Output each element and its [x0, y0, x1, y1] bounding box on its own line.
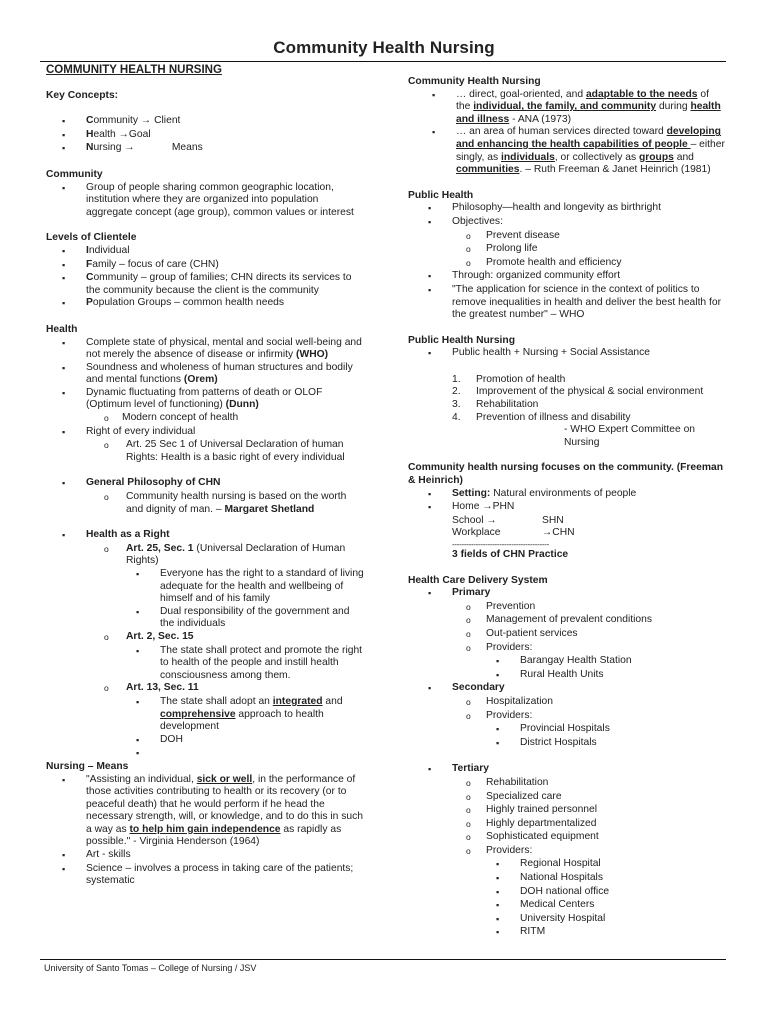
item-text: Out-patient services	[486, 627, 578, 639]
item-text: ommunity → Client	[93, 115, 181, 127]
left-column	[46, 64, 364, 888]
list-item	[46, 259, 364, 273]
sub-list-item	[408, 257, 726, 271]
citation: (Orem)	[183, 374, 218, 386]
bullet-icon	[62, 477, 86, 491]
item-text: Soundness and wholeness of human structures and bodily and mental functions	[86, 361, 353, 386]
list-item	[408, 488, 726, 502]
number-label: 4.	[452, 411, 461, 423]
item-text: Provincial Hospitals	[520, 723, 610, 735]
list-item	[46, 245, 364, 259]
main-heading: COMMUNITY HEALTH NURSING	[46, 64, 222, 76]
sub-sub-list-item	[408, 926, 726, 940]
list-item	[408, 216, 726, 230]
numbered-item	[408, 412, 726, 425]
bullet-icon	[428, 682, 452, 696]
sub-list-item	[408, 614, 726, 628]
item-text: Medical Centers	[520, 899, 595, 911]
numbered-item	[408, 386, 726, 399]
initial-letter: C	[86, 272, 94, 284]
bullet-icon	[62, 142, 86, 156]
bullet-icon	[136, 734, 160, 748]
item-text: Providers:	[486, 641, 533, 653]
item-text: Rehabilitation	[476, 399, 539, 411]
item-text: Natural environments of people	[490, 487, 637, 499]
article-label: Art. 2, Sec. 15	[126, 630, 194, 642]
list-item	[46, 115, 364, 129]
sub-sub-list-item	[408, 886, 726, 900]
list-item	[46, 426, 364, 440]
item-text: Prolong life	[486, 243, 538, 255]
emphasis: comprehensive	[160, 708, 236, 720]
number-label: 1.	[452, 373, 461, 385]
item-text: ndividual	[88, 244, 130, 256]
bullet-icon	[136, 606, 160, 620]
sub-sub-list-item	[46, 645, 364, 683]
item-text: Highly departmentalized	[486, 817, 597, 829]
initial-letter: H	[86, 128, 94, 140]
sub-list-item	[408, 777, 726, 791]
page-footer: University of Santo Tomas – College of Nursing / JSV	[44, 963, 257, 973]
circle-bullet-icon	[104, 439, 126, 453]
sub-list-item	[46, 631, 364, 645]
sub-list-item	[408, 601, 726, 615]
item-text: . – Ruth Freeman & Janet Heinrich (1981)	[519, 164, 711, 176]
list-item	[46, 362, 364, 387]
bullet-icon	[62, 774, 86, 788]
circle-bullet-icon	[104, 631, 126, 645]
item-text: Dynamic fluctuating from patterns of death or OLOF (Optimum level of functioning)	[86, 386, 323, 411]
bullet-icon	[428, 763, 452, 777]
dashed-divider: -----------------------------------------	[452, 540, 549, 549]
bullet-icon	[432, 126, 456, 140]
list-item	[408, 126, 726, 176]
sub-sub-list-item	[408, 655, 726, 669]
item-text: Dual responsibility of the government and the individuals	[160, 605, 350, 630]
bullet-icon	[428, 284, 452, 298]
bullet-icon	[62, 863, 86, 877]
health-heading: Health	[46, 323, 78, 335]
emphasis: individuals	[501, 151, 555, 163]
list-item	[46, 337, 364, 362]
item-text: DOH national office	[520, 885, 610, 897]
bullet-icon	[496, 872, 520, 886]
sub-list-item	[408, 818, 726, 832]
hcds-heading: Health Care Delivery System	[408, 574, 548, 586]
item-text: Complete state of physical, mental and social well-being and not merely the absence of disease or infirmity	[86, 336, 362, 361]
sub-sub-list-item	[408, 872, 726, 886]
item-text: →CHN	[542, 527, 575, 539]
key-concepts-list	[46, 115, 364, 156]
bullet-icon	[62, 297, 86, 311]
circle-bullet-icon	[466, 601, 486, 615]
sub-list-item	[408, 710, 726, 724]
list-item	[46, 297, 364, 311]
circle-bullet-icon	[104, 682, 126, 696]
sub-list-item	[408, 230, 726, 244]
item-text: Workplace	[452, 527, 501, 539]
list-item	[46, 477, 364, 491]
item-text: amily – focus of care (CHN)	[92, 258, 219, 270]
emphasis: communities	[456, 164, 520, 176]
bullet-icon	[496, 858, 520, 872]
clientele-heading: Levels of Clientele	[46, 232, 137, 244]
initial-letter: P	[86, 297, 93, 309]
sub-sub-list-item	[408, 723, 726, 737]
circle-bullet-icon	[466, 257, 486, 271]
bullet-icon	[432, 89, 456, 103]
sub-sub-list-item	[46, 747, 364, 761]
sub-list-item	[408, 243, 726, 257]
list-item	[408, 347, 726, 361]
item-text: Specialized care	[486, 790, 562, 802]
article-label: Art. 13, Sec. 11	[126, 682, 199, 694]
bullet-icon	[136, 696, 160, 710]
item-text: Prevention	[486, 600, 536, 612]
health-right-heading: Health as a Right	[86, 529, 170, 541]
citation: (Dunn)	[225, 399, 259, 411]
emphasis: groups	[638, 151, 674, 163]
bullet-icon	[428, 587, 452, 601]
bullet-icon	[62, 129, 86, 143]
item-text: of the	[456, 88, 709, 113]
bullet-icon	[496, 723, 520, 737]
item-text: Providers:	[486, 709, 533, 721]
item-text: Prevent disease	[486, 229, 560, 241]
bullet-icon	[62, 529, 86, 543]
sub-sub-list-item	[408, 899, 726, 913]
bullet-icon	[136, 645, 160, 659]
circle-bullet-icon	[466, 230, 486, 244]
list-item	[408, 89, 726, 127]
item-text: SHN	[542, 514, 564, 526]
list-item	[46, 387, 364, 412]
number-label: 2.	[452, 386, 461, 398]
item-text: Science – involves a process in taking care of the patients; systematic	[86, 862, 354, 887]
item-text: ommunity – group of families; CHN directs its services to the community because the client is the community	[86, 272, 352, 296]
bullet-icon	[62, 426, 86, 440]
bullet-icon	[496, 737, 520, 751]
item-text: Improvement of the physical & social environment	[476, 386, 704, 398]
bullet-icon	[428, 488, 452, 502]
item-text: – either singly, as	[456, 138, 725, 163]
bullet-icon	[496, 913, 520, 927]
list-item	[408, 284, 726, 322]
item-text: Barangay Health Station	[520, 655, 632, 667]
circle-bullet-icon	[104, 543, 126, 557]
circle-bullet-icon	[104, 412, 122, 426]
initial-letter: F	[86, 258, 93, 270]
footer-divider	[40, 959, 726, 960]
circle-bullet-icon	[466, 804, 486, 818]
sub-sub-list-item	[408, 669, 726, 683]
item-text: Art - skills	[86, 849, 131, 861]
circle-bullet-icon	[466, 243, 486, 257]
initial-letter: C	[86, 115, 94, 127]
bullet-icon	[428, 202, 452, 216]
bullet-icon	[62, 245, 86, 259]
item-text: "The application for science in the context of politics to remove inequalities in health and deliver the best health for the greatest number" – WHO	[452, 283, 722, 321]
initial-letter: I	[86, 244, 89, 256]
emphasis: health and illness	[456, 101, 721, 125]
item-text: and	[322, 695, 343, 707]
item-text: Promote health and efficiency	[486, 256, 622, 268]
list-item	[46, 142, 364, 156]
circle-bullet-icon	[466, 710, 486, 724]
settings-row	[452, 527, 726, 540]
bullet-icon	[62, 259, 86, 273]
title-divider	[40, 61, 726, 62]
initial-letter: N	[86, 142, 94, 154]
circle-bullet-icon	[466, 614, 486, 628]
item-text: District Hospitals	[520, 736, 597, 748]
sub-list-item	[408, 642, 726, 656]
focus-heading: Community health nursing focuses on the community. (Freeman & Heinrich)	[408, 462, 724, 487]
circle-bullet-icon	[466, 777, 486, 791]
bullet-icon	[428, 216, 452, 230]
sub-list-item	[408, 791, 726, 805]
item-text: Hospitalization	[486, 695, 553, 707]
bullet-icon	[428, 347, 452, 361]
sub-sub-list-item	[46, 568, 364, 606]
item-text: as rapidly as possible." - Virginia Henderson (1964)	[86, 823, 342, 848]
bullet-icon	[62, 849, 86, 863]
right-column	[408, 76, 726, 940]
item-text: RITM	[520, 926, 546, 938]
item-text: , or collectively as	[554, 151, 639, 163]
item-text: … an area of human services directed toward	[456, 126, 667, 138]
item-text: Management of prevalent conditions	[486, 614, 652, 626]
item-text: "Assisting an individual,	[86, 773, 197, 785]
circle-bullet-icon	[104, 491, 126, 505]
sub-sub-list-item	[46, 606, 364, 631]
emphasis: adaptable to the needs	[585, 88, 698, 100]
label: Setting:	[452, 487, 491, 499]
item-text: Group of people sharing common geographic location, institution where they are organized into population aggregate concept (age group), common values or interest	[86, 181, 354, 218]
bullet-icon	[62, 272, 86, 286]
item-text: Public health + Nursing + Social Assistance	[452, 347, 651, 359]
item-text: Art. 25 Sec 1 of Universal Declaration of human Rights: Health is a basic right of every individual	[126, 439, 345, 463]
circle-bullet-icon	[466, 831, 486, 845]
community-heading: Community	[46, 168, 103, 180]
list-item	[46, 129, 364, 143]
list-item	[46, 272, 364, 297]
fields-label: 3 fields of CHN Practice	[452, 549, 569, 560]
sub-list-item	[408, 696, 726, 710]
bullet-icon	[62, 387, 86, 401]
level-label: Primary	[452, 587, 491, 599]
circle-bullet-icon	[466, 845, 486, 859]
list-item	[408, 202, 726, 216]
sub-sub-list-item	[408, 737, 726, 751]
list-item	[46, 849, 364, 863]
bullet-icon	[496, 886, 520, 900]
bullet-icon	[428, 501, 452, 515]
item-text: Home →PHN	[452, 501, 515, 513]
number-label: 3.	[452, 399, 461, 411]
item-text: Sophisticated equipment	[486, 831, 599, 843]
article-label: Art. 25, Sec. 1	[126, 542, 194, 554]
item-text: Philosophy—health and longevity as birthright	[452, 202, 661, 214]
item-text: Rehabilitation	[486, 776, 549, 788]
public-health-heading: Public Health	[408, 189, 474, 201]
sub-sub-list-item	[408, 913, 726, 927]
item-text: The state shall adopt an	[160, 695, 273, 707]
settings-row	[452, 515, 726, 528]
emphasis: developing and enhancing the health capabilities of people	[456, 126, 721, 150]
item-text: DOH	[160, 733, 183, 745]
emphasis: integrated	[272, 695, 323, 707]
item-text: , in the performance of those activities contributing to health or its recovery (or to peaceful death) that he would perform if he head the necessary strength, will, or knowledge, and to do this in such a way as	[86, 773, 364, 835]
sub-list-item	[46, 439, 364, 464]
item-text: ealth →Goal	[93, 128, 151, 140]
emphasis: to help him gain independence	[129, 823, 281, 835]
sub-list-item	[408, 831, 726, 845]
sub-sub-list-item	[46, 696, 364, 734]
item-text: The state shall protect and promote the right to health of the people and instill health consciousness among them.	[160, 644, 363, 681]
list-item	[46, 863, 364, 888]
emphasis: sick or well	[196, 773, 253, 785]
item-text: Everyone has the right to a standard of living adequate for the health and wellbeing of himself and of his family	[160, 568, 364, 605]
item-text: approach to health development	[160, 708, 324, 733]
item-text: and	[673, 151, 694, 163]
bullet-icon	[62, 337, 86, 351]
sub-list-item	[408, 845, 726, 859]
item-text: … direct, goal-oriented, and	[456, 88, 586, 100]
item-text: Objectives:	[452, 215, 503, 227]
bullet-icon	[428, 270, 452, 284]
list-item	[408, 501, 726, 515]
bullet-icon	[496, 926, 520, 940]
sub-list-item	[408, 804, 726, 818]
list-item	[46, 529, 364, 543]
item-text: Community health nursing is based on the worth and dignity of man. –	[126, 491, 347, 515]
page-title: Community Health Nursing	[273, 38, 495, 57]
chn-heading: Community Health Nursing	[408, 76, 541, 87]
item-text: - ANA (1973)	[509, 113, 572, 125]
item-text: Right of every individual	[86, 425, 196, 437]
item-text: opulation Groups – common health needs	[92, 297, 285, 309]
circle-bullet-icon	[466, 791, 486, 805]
item-text: School →	[452, 514, 497, 526]
list-item	[46, 774, 364, 850]
list-item	[408, 682, 726, 696]
bullet-icon	[136, 568, 160, 582]
citation: Margaret Shetland	[224, 503, 315, 515]
sub-list-item	[408, 628, 726, 642]
circle-bullet-icon	[466, 642, 486, 656]
bullet-icon	[62, 362, 86, 376]
level-label: Secondary	[452, 682, 505, 694]
sub-list-item	[46, 412, 364, 426]
list-item	[46, 182, 364, 220]
bullet-icon	[496, 655, 520, 669]
bullet-icon	[496, 899, 520, 913]
philosophy-heading: General Philosophy of CHN	[86, 477, 221, 489]
sub-list-item	[46, 543, 364, 568]
item-text: University Hospital	[520, 912, 606, 924]
item-text: Regional Hospital	[520, 858, 601, 870]
bullet-icon	[136, 747, 160, 761]
item-text: Through: organized community effort	[452, 270, 621, 282]
item-text: National Hospitals	[520, 872, 603, 884]
nursing-heading: Nursing – Means	[46, 760, 129, 772]
item-text: (Universal Declaration of Human Rights)	[126, 542, 346, 567]
item-text: Providers:	[486, 844, 533, 856]
phn-heading: Public Health Nursing	[408, 334, 515, 346]
item-text: ursing → Means	[93, 142, 203, 154]
list-item	[408, 270, 726, 284]
bullet-icon	[62, 182, 86, 196]
level-label: Tertiary	[452, 763, 490, 775]
phn-citation: - WHO Expert Committee on Nursing	[564, 424, 696, 448]
sub-sub-list-item	[408, 858, 726, 872]
bullet-icon	[62, 115, 86, 129]
circle-bullet-icon	[466, 696, 486, 710]
item-text: Highly trained personnel	[486, 804, 598, 816]
item-text: during	[656, 101, 691, 113]
sub-sub-list-item	[46, 734, 364, 748]
item-text: Promotion of health	[476, 373, 566, 385]
circle-bullet-icon	[466, 628, 486, 642]
item-text: Modern concept of health	[122, 412, 239, 424]
sub-list-item	[46, 682, 364, 696]
key-concepts-heading: Key Concepts:	[46, 89, 119, 101]
numbered-item	[408, 399, 726, 412]
citation: (WHO)	[296, 349, 329, 361]
list-item	[408, 587, 726, 601]
sub-list-item	[46, 491, 364, 516]
list-item	[408, 763, 726, 777]
numbered-item	[408, 374, 726, 387]
bullet-icon	[496, 669, 520, 683]
item-text: Prevention of illness and disability	[476, 411, 631, 423]
emphasis: individual, the family, and community	[473, 101, 657, 113]
circle-bullet-icon	[466, 818, 486, 832]
item-text: Rural Health Units	[520, 668, 604, 680]
